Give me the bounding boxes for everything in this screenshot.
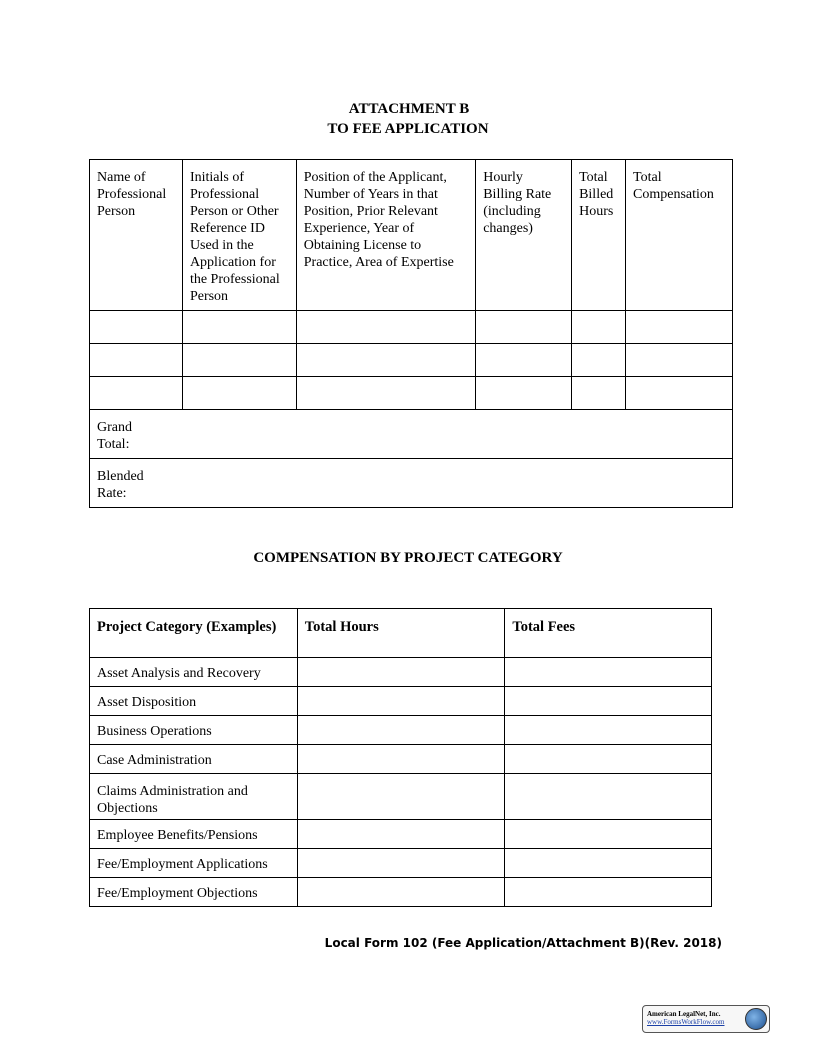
table-row bbox=[90, 849, 712, 878]
fees-cell[interactable] bbox=[505, 849, 712, 878]
entry-cell[interactable] bbox=[296, 344, 475, 377]
header-project-category: Project Category (Examples) bbox=[97, 619, 277, 635]
category-label: Asset Analysis and Recovery bbox=[97, 666, 261, 681]
entry-cell[interactable] bbox=[476, 311, 572, 344]
header-cell bbox=[626, 160, 733, 311]
header-cell bbox=[297, 609, 505, 658]
entry-cell[interactable] bbox=[296, 377, 475, 410]
header-cell bbox=[476, 160, 572, 311]
header-initials: Initials of Professional Person or Other Reference ID Used in the Application for the Professional Person bbox=[189, 170, 280, 304]
header-billed-hours: Total Billed Hours bbox=[579, 170, 614, 219]
category-label: Asset Disposition bbox=[97, 695, 197, 710]
grand-total-row bbox=[90, 410, 733, 459]
header-total-compensation: Total Compensation bbox=[633, 170, 714, 202]
entry-cell[interactable] bbox=[182, 311, 296, 344]
entry-cell[interactable] bbox=[90, 311, 183, 344]
blended-rate-row bbox=[90, 459, 733, 508]
grand-total-cell[interactable] bbox=[90, 410, 733, 459]
hours-cell[interactable] bbox=[297, 820, 505, 849]
logo-company-name: American LegalNet, Inc. bbox=[647, 1010, 721, 1018]
header-cell bbox=[90, 160, 183, 311]
header-cell bbox=[182, 160, 296, 311]
globe-icon bbox=[745, 1008, 767, 1030]
table-row bbox=[90, 716, 712, 745]
professionals-table bbox=[89, 159, 733, 508]
table-row bbox=[90, 377, 733, 410]
entry-cell[interactable] bbox=[476, 344, 572, 377]
fees-cell[interactable] bbox=[505, 745, 712, 774]
table-row bbox=[90, 820, 712, 849]
compensation-table bbox=[89, 608, 712, 907]
fees-cell[interactable] bbox=[505, 687, 712, 716]
header-cell bbox=[572, 160, 626, 311]
header-cell bbox=[505, 609, 712, 658]
table-row bbox=[90, 745, 712, 774]
hours-cell[interactable] bbox=[297, 774, 505, 820]
entry-cell[interactable] bbox=[476, 377, 572, 410]
header-cell bbox=[90, 609, 298, 658]
table-row bbox=[90, 658, 712, 687]
hours-cell[interactable] bbox=[297, 878, 505, 907]
header-cell bbox=[296, 160, 475, 311]
header-hourly-rate: Hourly Billing Rate (including changes) bbox=[483, 170, 552, 236]
entry-cell[interactable] bbox=[572, 377, 626, 410]
fees-cell[interactable] bbox=[505, 774, 712, 820]
hours-cell[interactable] bbox=[297, 687, 505, 716]
hours-cell[interactable] bbox=[297, 658, 505, 687]
header-position: Position of the Applicant, Number of Years in that Position, Prior Relevant Experience, Year of Obtaining License to Practice, Area of Expertise bbox=[303, 170, 454, 270]
header-name: Name of Professional Person bbox=[97, 170, 167, 219]
entry-cell[interactable] bbox=[90, 344, 183, 377]
header-total-fees: Total Fees bbox=[512, 619, 576, 635]
table-row bbox=[90, 774, 712, 820]
hours-cell[interactable] bbox=[297, 745, 505, 774]
category-cell bbox=[90, 658, 298, 687]
category-label: Claims Administration and Objections bbox=[97, 784, 248, 816]
table-row bbox=[90, 687, 712, 716]
compensation-section-title: COMPENSATION BY PROJECT CATEGORY bbox=[253, 550, 563, 566]
category-cell bbox=[90, 687, 298, 716]
hours-cell[interactable] bbox=[297, 716, 505, 745]
fees-cell[interactable] bbox=[505, 820, 712, 849]
fees-cell[interactable] bbox=[505, 658, 712, 687]
category-label: Business Operations bbox=[97, 724, 212, 739]
entry-cell[interactable] bbox=[572, 344, 626, 377]
category-cell bbox=[90, 745, 298, 774]
entry-cell[interactable] bbox=[182, 344, 296, 377]
blended-rate-label: Blended Rate: bbox=[97, 469, 144, 501]
table-row bbox=[90, 311, 733, 344]
entry-cell[interactable] bbox=[182, 377, 296, 410]
blended-rate-cell[interactable] bbox=[90, 459, 733, 508]
hours-cell[interactable] bbox=[297, 849, 505, 878]
compensation-header-row bbox=[90, 609, 712, 658]
entry-cell[interactable] bbox=[626, 311, 733, 344]
entry-cell[interactable] bbox=[626, 344, 733, 377]
logo-url-link[interactable]: www.FormsWorkFlow.com bbox=[647, 1018, 725, 1026]
category-label: Fee/Employment Objections bbox=[97, 886, 258, 901]
fees-cell[interactable] bbox=[505, 878, 712, 907]
americanlegalnet-logo[interactable] bbox=[642, 1005, 770, 1033]
category-cell bbox=[90, 774, 298, 820]
grand-total-label: Grand Total: bbox=[97, 420, 132, 452]
category-cell bbox=[90, 716, 298, 745]
form-footer-label: Local Form 102 (Fee Application/Attachment B)(Rev. 2018) bbox=[324, 936, 722, 950]
category-label: Fee/Employment Applications bbox=[97, 857, 268, 872]
category-label: Employee Benefits/Pensions bbox=[97, 828, 258, 843]
header-total-hours: Total Hours bbox=[304, 619, 379, 635]
table-row bbox=[90, 344, 733, 377]
entry-cell[interactable] bbox=[626, 377, 733, 410]
category-label: Case Administration bbox=[97, 753, 212, 768]
fees-cell[interactable] bbox=[505, 716, 712, 745]
table-row bbox=[90, 878, 712, 907]
entry-cell[interactable] bbox=[572, 311, 626, 344]
attachment-title: ATTACHMENT B bbox=[348, 101, 470, 117]
entry-cell[interactable] bbox=[90, 377, 183, 410]
category-cell bbox=[90, 820, 298, 849]
attachment-subtitle: TO FEE APPLICATION bbox=[327, 121, 489, 137]
professionals-header-row bbox=[90, 160, 733, 311]
category-cell bbox=[90, 849, 298, 878]
entry-cell[interactable] bbox=[296, 311, 475, 344]
logo-text bbox=[647, 1010, 724, 1026]
category-cell bbox=[90, 878, 298, 907]
